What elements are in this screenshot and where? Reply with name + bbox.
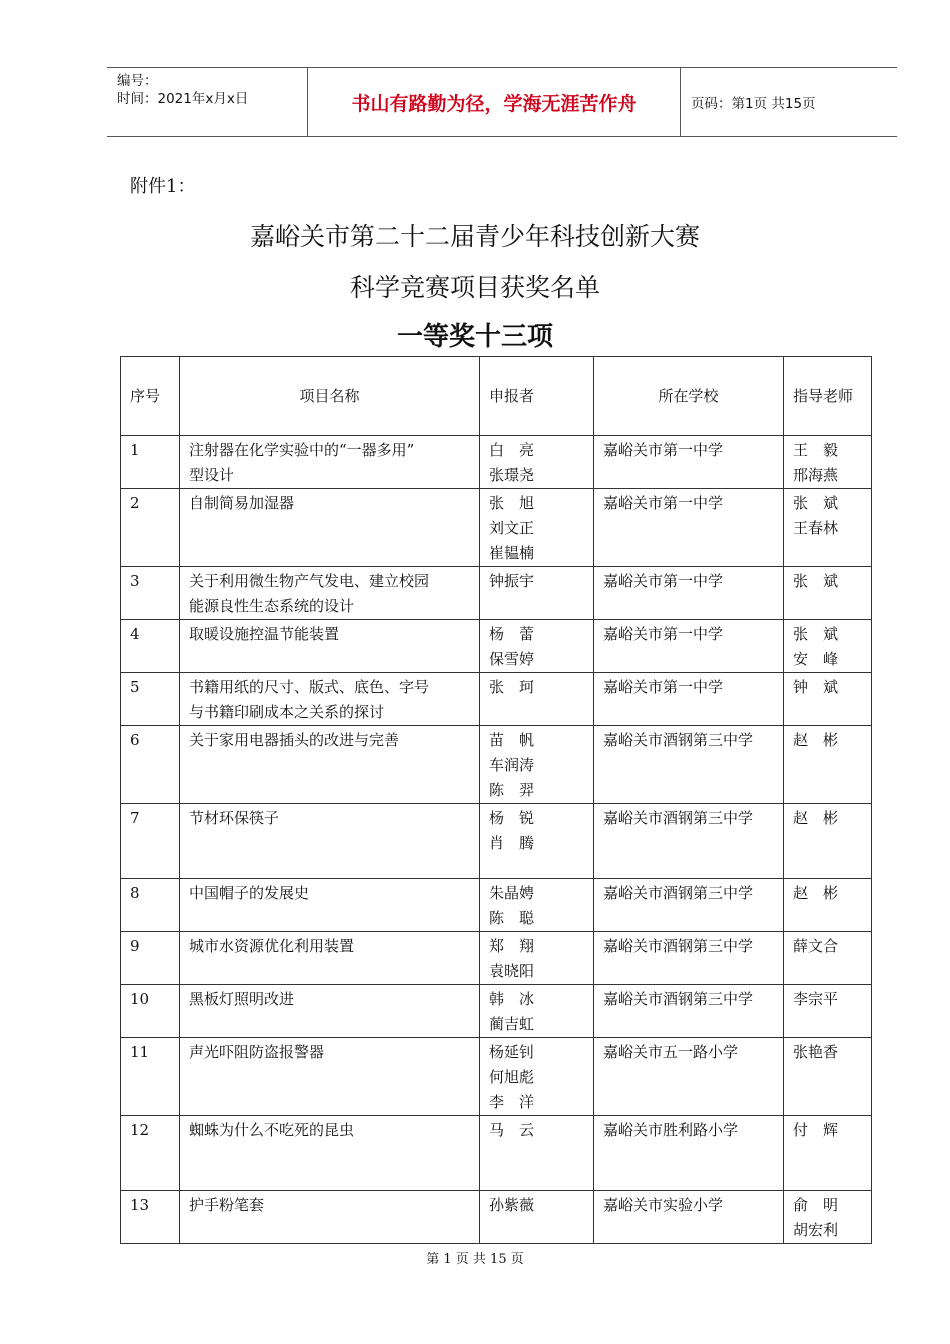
cell-project-name: [180, 620, 480, 673]
cell-teachers: [784, 620, 872, 673]
teacher-name: 张 斌: [793, 494, 839, 512]
table-row: [121, 985, 872, 1038]
reporter-name: 蔺吉虹: [489, 1015, 535, 1033]
teacher-name: 邢海燕: [793, 466, 839, 484]
cell-project-name: [180, 879, 480, 932]
cell-reporters: [480, 620, 594, 673]
cell-teachers: [784, 489, 872, 567]
cell-project-name: [180, 436, 480, 489]
teacher-name: 张 斌: [793, 625, 839, 643]
reporter-name: 郑 翔: [489, 937, 535, 955]
cell-school: 嘉峪关市第一中学: [594, 567, 784, 620]
reporter-name: 车润涛: [489, 756, 535, 774]
cell-school: 嘉峪关市胜利路小学: [594, 1116, 784, 1191]
header-page-info: 页码：第1页 共15页: [691, 96, 816, 112]
project-name-line: 取暖设施控温节能装置: [189, 625, 340, 643]
teacher-name: 安 峰: [793, 650, 839, 668]
cell-school: 嘉峪关市酒钢第三中学: [594, 932, 784, 985]
reporter-name: 孙紫薇: [489, 1196, 535, 1214]
project-name-line: 护手粉笔套: [189, 1196, 265, 1214]
teacher-name: 付 辉: [793, 1121, 839, 1139]
teacher-name: 赵 彬: [793, 809, 839, 827]
cell-school: 嘉峪关市第一中学: [594, 436, 784, 489]
cell-school: 嘉峪关市第一中学: [594, 620, 784, 673]
teacher-name: 赵 彬: [793, 884, 839, 902]
header-motto: 书山有路勤为径，学海无涯苦作舟: [308, 68, 681, 136]
reporter-name: 崔韫楠: [489, 544, 535, 562]
reporter-name: 杨 锐: [489, 809, 535, 827]
reporter-name: 陈 羿: [489, 781, 535, 799]
teacher-name: 张 斌: [793, 572, 839, 590]
teacher-name: 俞 明: [793, 1196, 839, 1214]
doc-title-line1: 嘉峪关市第二十二届青少年科技创新大赛: [249, 222, 700, 251]
cell-reporters: [480, 879, 594, 932]
project-name-line: 节材环保筷子: [189, 809, 280, 827]
cell-index: 9: [121, 932, 180, 985]
project-name-line: 自制简易加湿器: [189, 494, 295, 512]
cell-teachers: [784, 436, 872, 489]
project-name-line: 蜘蛛为什么不吃死的昆虫: [189, 1121, 355, 1139]
cell-school: 嘉峪关市第一中学: [594, 489, 784, 567]
cell-school: 嘉峪关市酒钢第三中学: [594, 726, 784, 804]
table-row: [121, 567, 872, 620]
table-row: [121, 673, 872, 726]
cell-teachers: [784, 1191, 872, 1244]
reporter-name: 杨 蕾: [489, 625, 535, 643]
table-header-row: [121, 357, 872, 436]
cell-teachers: [784, 567, 872, 620]
col-header-project: 项目名称: [180, 357, 480, 436]
teacher-name: 钟 斌: [793, 678, 839, 696]
cell-reporters: [480, 804, 594, 879]
cell-project-name: [180, 985, 480, 1038]
cell-school: 嘉峪关市酒钢第三中学: [594, 879, 784, 932]
reporter-name: 保雪婷: [489, 650, 535, 668]
cell-project-name: [180, 932, 480, 985]
cell-school: 嘉峪关市第一中学: [594, 673, 784, 726]
reporter-name: 杨延钊: [489, 1043, 535, 1061]
cell-teachers: [784, 804, 872, 879]
cell-project-name: [180, 673, 480, 726]
teacher-name: 薛文合: [793, 937, 839, 955]
table-row: [121, 932, 872, 985]
page-header: [107, 67, 897, 137]
reporter-name: 马 云: [489, 1121, 535, 1139]
time-label: 时间：2021年x月x日: [117, 91, 249, 107]
teacher-name: 胡宏利: [793, 1221, 839, 1239]
cell-index: 1: [121, 436, 180, 489]
cell-reporters: [480, 985, 594, 1038]
cell-teachers: [784, 673, 872, 726]
project-name-line: 书籍用纸的尺寸、版式、底色、字号: [189, 678, 430, 696]
header-meta: [107, 68, 308, 136]
cell-index: 3: [121, 567, 180, 620]
cell-school: 嘉峪关市酒钢第三中学: [594, 985, 784, 1038]
cell-reporters: [480, 1038, 594, 1116]
cell-project-name: [180, 1191, 480, 1244]
project-name-line: 黑板灯照明改进: [189, 990, 295, 1008]
table-row: [121, 1038, 872, 1116]
project-name-line: 型设计: [189, 466, 235, 484]
cell-reporters: [480, 489, 594, 567]
page-footer: 第 1 页 共 15 页: [426, 1252, 524, 1267]
table-row: [121, 726, 872, 804]
cell-school: 嘉峪关市酒钢第三中学: [594, 804, 784, 879]
cell-reporters: [480, 1191, 594, 1244]
cell-project-name: [180, 726, 480, 804]
reporter-name: 朱晶娉: [489, 884, 535, 902]
project-name-line: 能源良性生态系统的设计: [189, 597, 355, 615]
cell-project-name: [180, 567, 480, 620]
table-row: [121, 489, 872, 567]
cell-teachers: [784, 1038, 872, 1116]
reporter-name: 刘文正: [489, 519, 535, 537]
cell-index: 11: [121, 1038, 180, 1116]
cell-project-name: [180, 1038, 480, 1116]
reporter-name: 张 珂: [489, 678, 535, 696]
col-header-index: 序号: [121, 357, 180, 436]
cell-index: 7: [121, 804, 180, 879]
cell-reporters: [480, 567, 594, 620]
cell-index: 12: [121, 1116, 180, 1191]
code-label: 编号：: [117, 73, 158, 89]
doc-title-line3: 一等奖十三项: [396, 322, 553, 352]
table-row: [121, 1191, 872, 1244]
cell-reporters: [480, 436, 594, 489]
cell-reporters: [480, 673, 594, 726]
doc-title-line2: 科学竞赛项目获奖名单: [349, 273, 600, 302]
project-name-line: 关于利用微生物产气发电、建立校园: [189, 572, 430, 590]
cell-teachers: [784, 1116, 872, 1191]
cell-index: 5: [121, 673, 180, 726]
reporter-name: 何旭彪: [489, 1068, 535, 1086]
cell-reporters: [480, 726, 594, 804]
cell-teachers: [784, 726, 872, 804]
cell-teachers: [784, 932, 872, 985]
cell-index: 13: [121, 1191, 180, 1244]
cell-school: 嘉峪关市五一路小学: [594, 1038, 784, 1116]
table-row: [121, 1116, 872, 1191]
project-name-line: 注射器在化学实验中的“一器多用”: [189, 441, 415, 459]
project-name-line: 中国帽子的发展史: [189, 884, 310, 902]
reporter-name: 张璟尧: [489, 466, 535, 484]
cell-index: 2: [121, 489, 180, 567]
cell-index: 6: [121, 726, 180, 804]
cell-reporters: [480, 1116, 594, 1191]
reporter-name: 韩 冰: [489, 990, 535, 1008]
reporter-name: 钟振宇: [489, 572, 535, 590]
award-table: [120, 356, 872, 1244]
cell-index: 10: [121, 985, 180, 1038]
cell-reporters: [480, 932, 594, 985]
reporter-name: 苗 帆: [489, 731, 535, 749]
col-header-school: 所在学校: [594, 357, 784, 436]
reporter-name: 张 旭: [489, 494, 535, 512]
teacher-name: 赵 彬: [793, 731, 839, 749]
table-row: [121, 436, 872, 489]
teacher-name: 张艳香: [793, 1043, 839, 1061]
teacher-name: 王 毅: [793, 441, 839, 459]
cell-teachers: [784, 985, 872, 1038]
cell-index: 8: [121, 879, 180, 932]
reporter-name: 袁晓阳: [489, 962, 535, 980]
cell-project-name: [180, 489, 480, 567]
attachment-label: 附件1：: [130, 176, 196, 197]
table-row: [121, 804, 872, 879]
project-name-line: 与书籍印刷成本之关系的探讨: [189, 703, 385, 721]
project-name-line: 声光吓阻防盗报警器: [189, 1043, 325, 1061]
reporter-name: 白 亮: [489, 441, 535, 459]
col-header-reporter: 申报者: [480, 357, 594, 436]
teacher-name: 王春林: [793, 519, 839, 537]
teacher-name: 李宗平: [793, 990, 839, 1008]
table-body: [121, 436, 872, 1244]
cell-project-name: [180, 1116, 480, 1191]
cell-index: 4: [121, 620, 180, 673]
project-name-line: 城市水资源优化利用装置: [189, 937, 355, 955]
table-row: [121, 620, 872, 673]
project-name-line: 关于家用电器插头的改进与完善: [189, 731, 400, 749]
cell-school: 嘉峪关市实验小学: [594, 1191, 784, 1244]
cell-teachers: [784, 879, 872, 932]
reporter-name: 肖 腾: [489, 834, 535, 852]
col-header-teacher: 指导老师: [784, 357, 872, 436]
reporter-name: 陈 聪: [489, 909, 535, 927]
table-row: [121, 879, 872, 932]
cell-project-name: [180, 804, 480, 879]
reporter-name: 李 洋: [489, 1093, 535, 1111]
